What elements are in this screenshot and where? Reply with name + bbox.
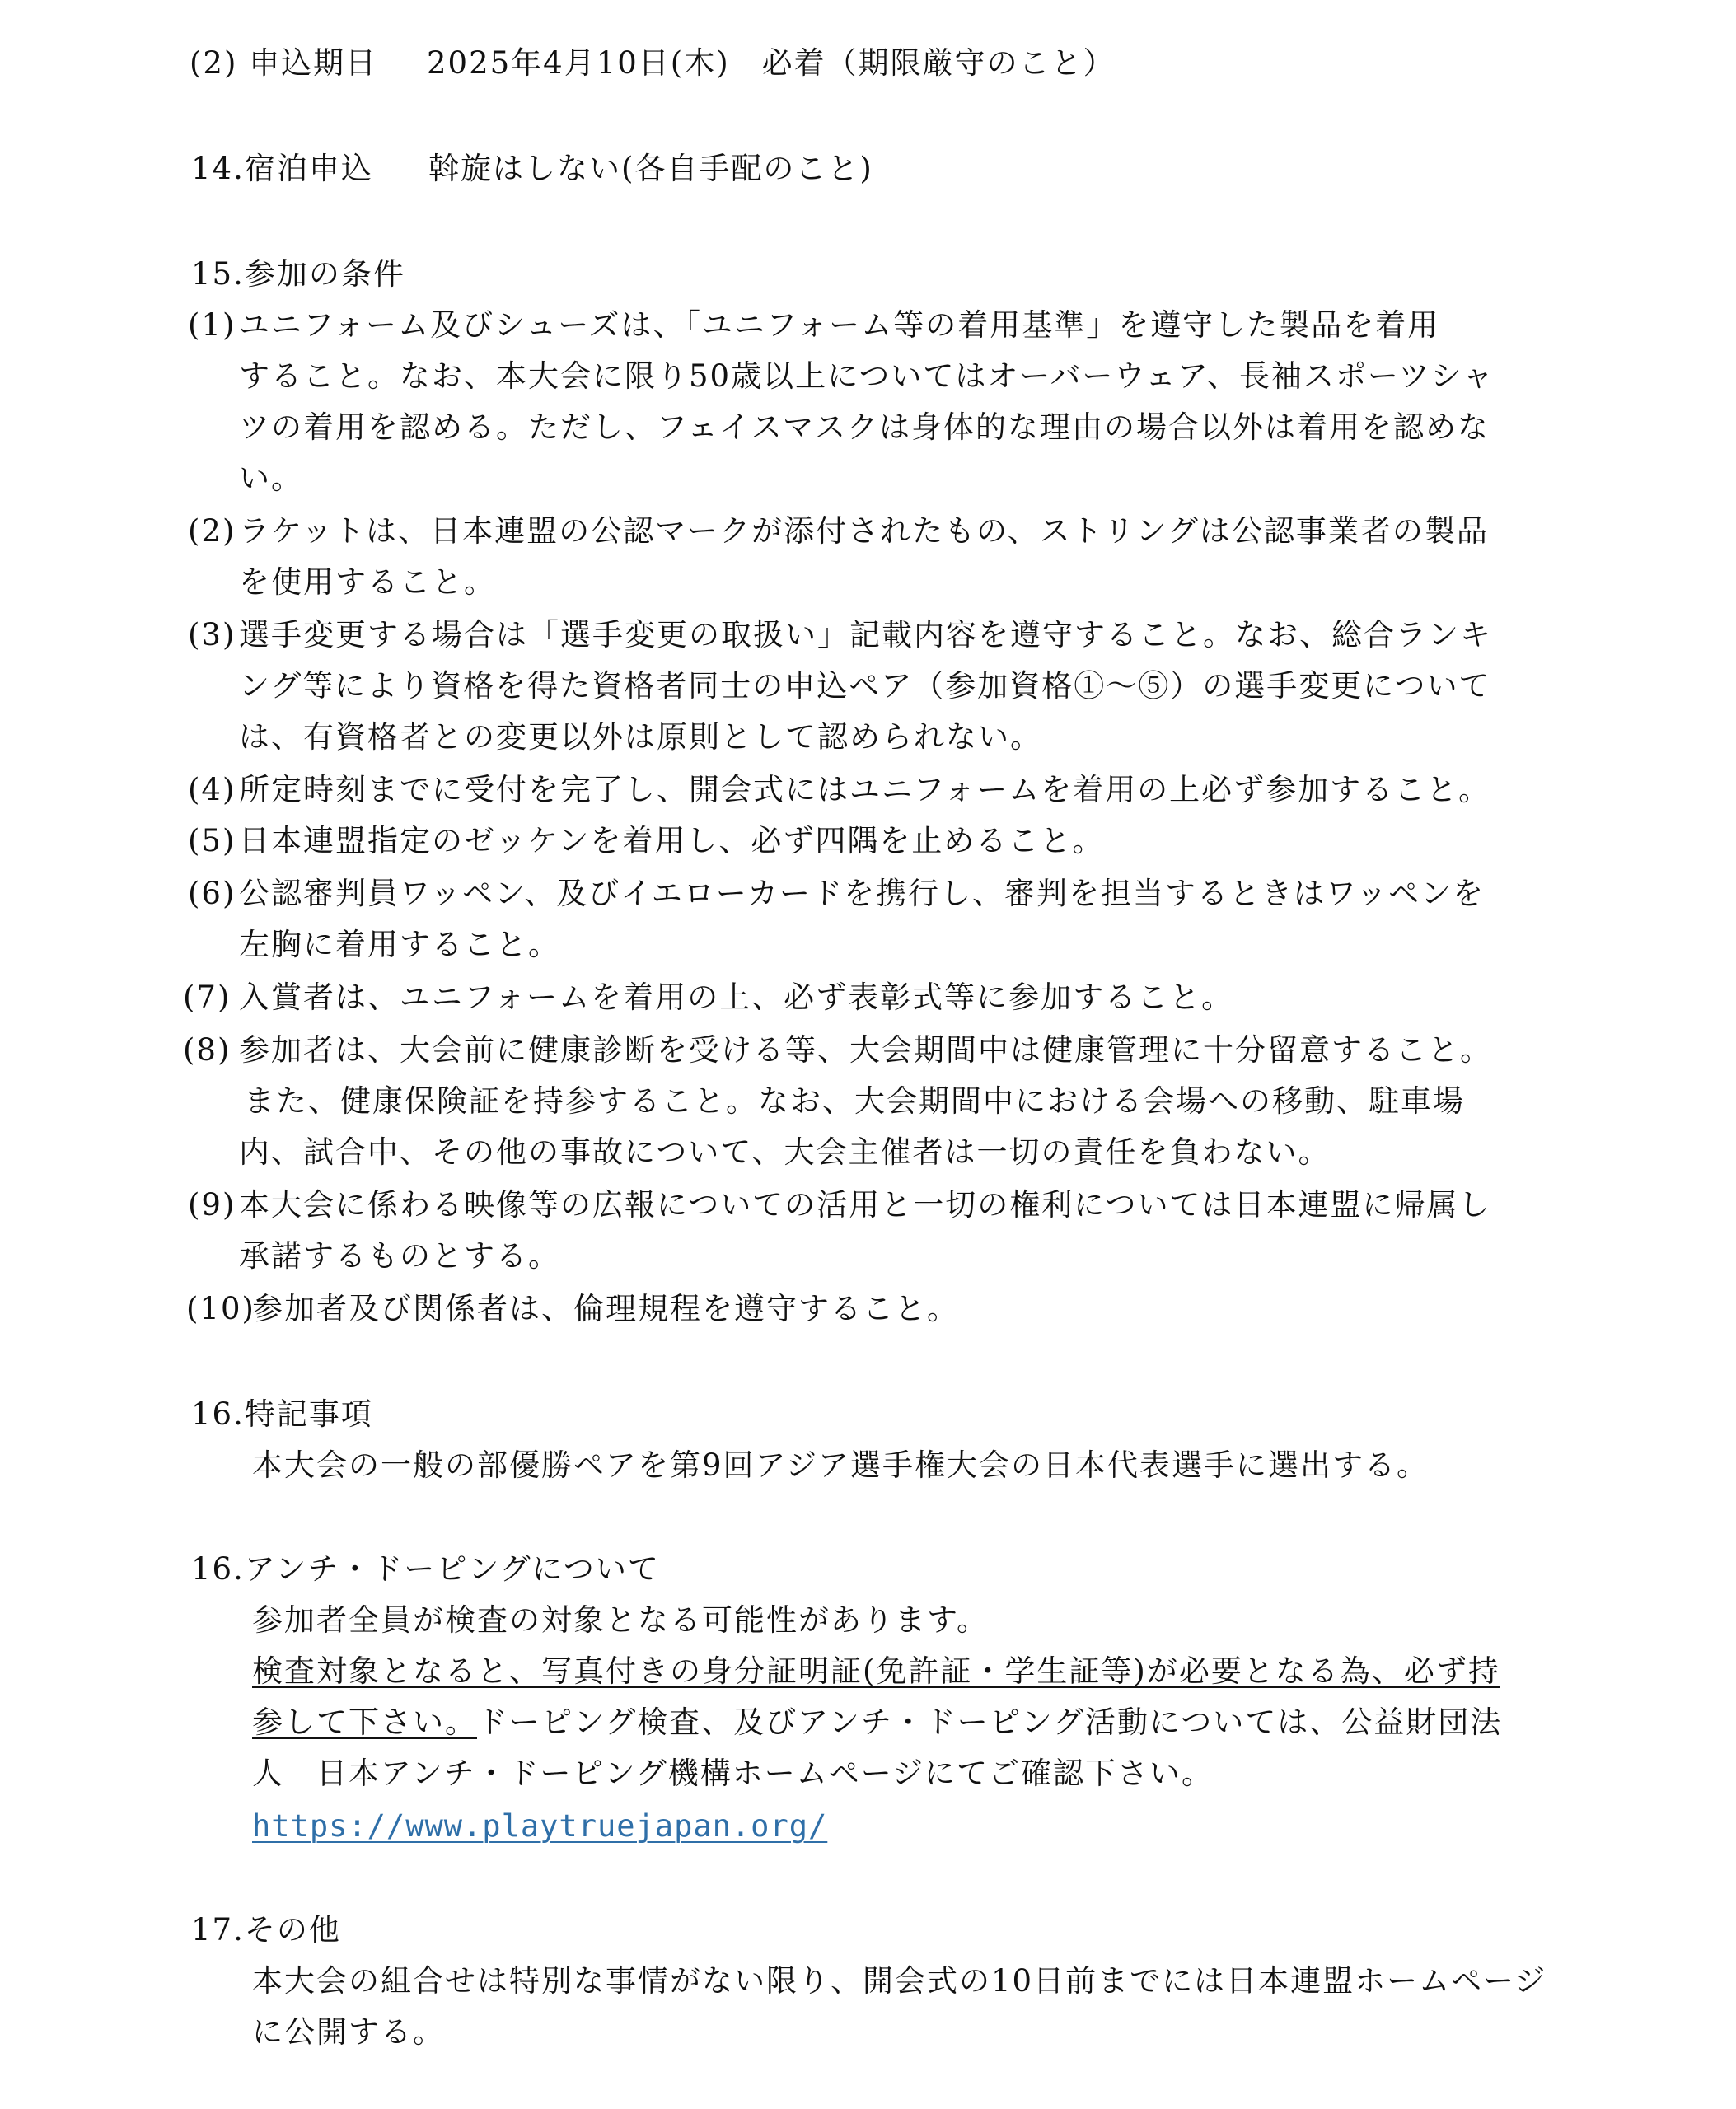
condition-6-line-2: 左胸に着用すること。 bbox=[239, 927, 560, 962]
condition-10-line-1: 参加者及び関係者は、倫理規程を遵守すること。 bbox=[252, 1291, 959, 1326]
section-17-heading: 17.その他 bbox=[191, 1912, 341, 1948]
condition-7-line-1: 入賞者は、ユニフォームを着用の上、必ず表彰式等に参加すること。 bbox=[239, 980, 1234, 1015]
condition-9-line-2: 承諾するものとする。 bbox=[239, 1238, 560, 1274]
condition-2-line-1: ラケットは、日本連盟の公認マークが添付されたもの、ストリングは公認事業者の製品 bbox=[239, 513, 1489, 549]
anti-doping-underlined-line: 検査対象となると、写真付きの身分証明証(免許証・学生証等)が必要となる為、必ず持 bbox=[252, 1653, 1500, 1689]
anti-doping-line-3: 人 日本アンチ・ドーピング機構ホームページにてご確認下さい。 bbox=[252, 1756, 1214, 1791]
condition-3-line-1: 選手変更する場合は「選手変更の取扱い」記載内容を遵守すること。なお、総合ランキ bbox=[239, 617, 1492, 652]
playtrue-japan-link[interactable]: https://www.playtruejapan.org/ bbox=[252, 1808, 828, 1844]
condition-4-number: (4) bbox=[188, 772, 236, 807]
section-15-heading: 15.参加の条件 bbox=[191, 256, 405, 292]
anti-doping-line-2-rest: ドーピング検査、及びアンチ・ドーピング活動については、公益財団法 bbox=[477, 1705, 1503, 1740]
condition-2-number: (2) bbox=[188, 513, 236, 549]
condition-1-line-1: ユニフォーム及びシューズは、「ユニフォーム等の着用基準」を遵守した製品を着用 bbox=[239, 307, 1440, 343]
anti-doping-line-1: 参加者全員が検査の対象となる可能性があります。 bbox=[252, 1602, 990, 1638]
condition-6-number: (6) bbox=[188, 876, 236, 911]
anti-doping-line-2 bbox=[252, 1702, 1502, 1743]
condition-10-number: (10) bbox=[186, 1291, 255, 1326]
other-line-2: に公開する。 bbox=[252, 2014, 445, 2050]
other-line-1: 本大会の組合せは特別な事情がない限り、開会式の10日前までには日本連盟ホームページ bbox=[252, 1963, 1547, 1999]
condition-8-line-3: 内、試合中、その他の事故について、大会主催者は一切の責任を負わない。 bbox=[239, 1134, 1331, 1170]
anti-doping-underlined-end: 参して下さい。 bbox=[252, 1705, 477, 1740]
condition-3-line-2: ング等により資格を得た資格者同士の申込ペア（参加資格①～⑤）の選手変更について bbox=[239, 668, 1491, 704]
condition-3-number: (3) bbox=[188, 617, 236, 652]
condition-5-line-1: 日本連盟指定のゼッケンを着用し、必ず四隅を止めること。 bbox=[239, 823, 1105, 858]
condition-9-number: (9) bbox=[188, 1187, 236, 1223]
condition-6-line-1: 公認審判員ワッペン、及びイエローカードを携行し、審判を担当するときはワッペンを bbox=[239, 876, 1486, 911]
condition-3-line-3: は、有資格者との変更以外は原則として認められない。 bbox=[239, 719, 1042, 755]
condition-9-line-1: 本大会に係わる映像等の広報についての活用と一切の権利については日本連盟に帰属し bbox=[239, 1187, 1491, 1223]
section-16-heading-anti-doping: 16.アンチ・ドーピングについて bbox=[191, 1551, 660, 1587]
condition-8-line-2: また、健康保険証を持参すること。なお、大会期間中における会場への移動、駐車場 bbox=[244, 1083, 1465, 1119]
condition-1-line-3: ツの着用を認める。ただし、フェイスマスクは身体的な理由の場合以外は着用を認めな bbox=[239, 409, 1490, 445]
section-14-heading: 14.宿泊申込 bbox=[191, 151, 373, 186]
condition-1-line-4: い。 bbox=[239, 461, 303, 496]
section-16-heading-special-notes: 16.特記事項 bbox=[191, 1396, 373, 1432]
condition-8-line-1: 参加者は、大会前に健康診断を受ける等、大会期間中は健康管理に十分留意すること。 bbox=[239, 1032, 1492, 1068]
condition-1-line-2: すること。なお、本大会に限り50歳以上についてはオーバーウェア、長袖スポーツシャ bbox=[239, 358, 1495, 394]
condition-2-line-2: を使用すること。 bbox=[239, 564, 496, 600]
application-deadline-value: 2025年4月10日(木) 必着（期限厳守のこと） bbox=[427, 45, 1116, 81]
lodging-value: 斡旋はしない(各自手配のこと) bbox=[428, 151, 873, 186]
special-notes-body: 本大会の一般の部優勝ペアを第9回アジア選手権大会の日本代表選手に選出する。 bbox=[252, 1447, 1430, 1483]
condition-4-line-1: 所定時刻までに受付を完了し、開会式にはユニフォームを着用の上必ず参加すること。 bbox=[239, 772, 1491, 807]
condition-8-number: (8) bbox=[183, 1032, 232, 1068]
condition-7-number: (7) bbox=[183, 980, 232, 1015]
condition-1-number: (1) bbox=[188, 307, 236, 343]
application-deadline-label: (2) 申込期日 bbox=[190, 45, 378, 81]
condition-5-number: (5) bbox=[188, 823, 236, 858]
